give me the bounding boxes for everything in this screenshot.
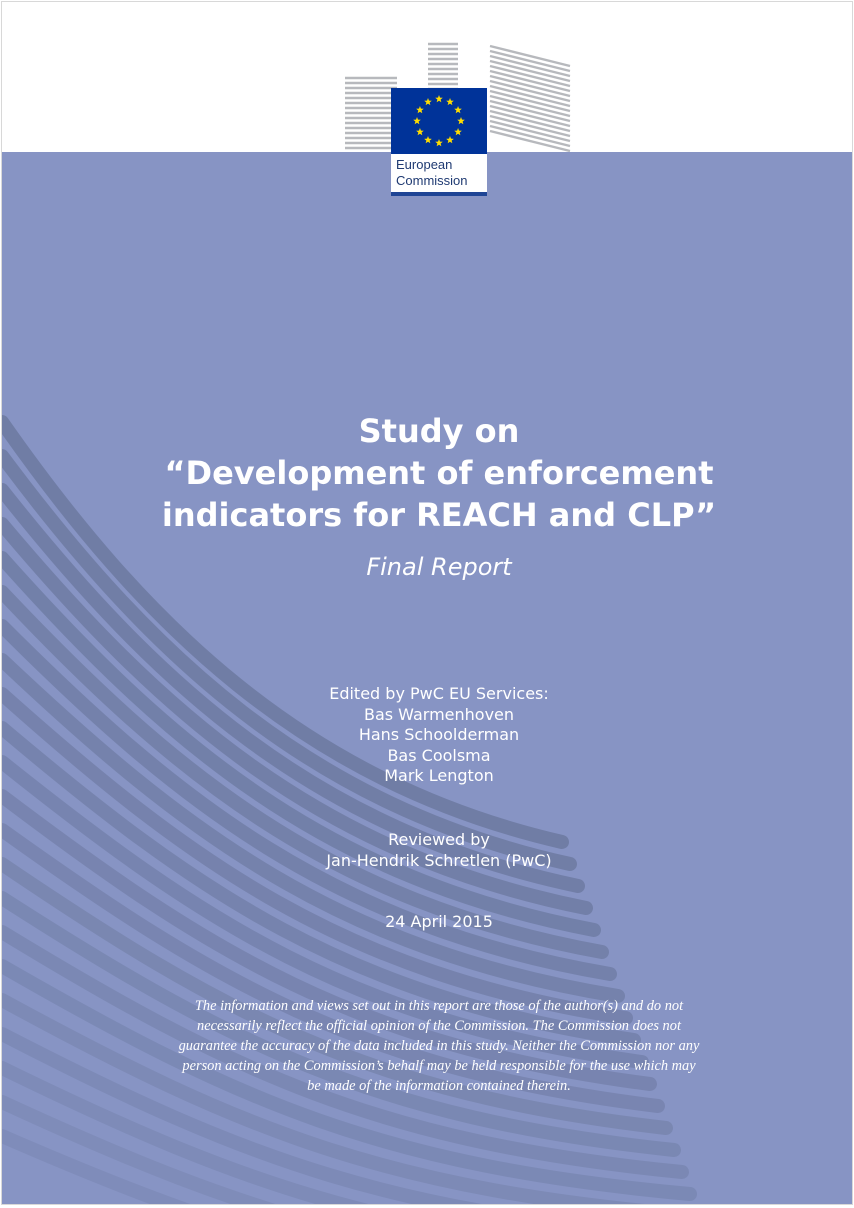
disclaimer-line: guarantee the accuracy of the data included in this study. Neither the Commission nor any bbox=[178, 1038, 700, 1054]
logo-line-commission: Commission bbox=[396, 173, 468, 188]
report-subtitle: Final Report bbox=[366, 553, 512, 581]
title-line-2: “Development of enforcement bbox=[164, 454, 714, 492]
disclaimer-line: person acting on the Commission’s behalf may be held responsible for the use which may bbox=[182, 1058, 696, 1074]
report-title bbox=[2, 410, 852, 536]
reviewer-block bbox=[2, 830, 852, 871]
editor-name: Hans Schoolderman bbox=[358, 725, 520, 745]
editors-heading: Edited by PwC EU Services: bbox=[329, 684, 549, 703]
logo-wordmark bbox=[391, 154, 487, 196]
disclaimer-text bbox=[129, 996, 749, 1096]
editor-name: Mark Lengton bbox=[384, 766, 494, 786]
editor-name: Bas Warmenhoven bbox=[363, 704, 515, 724]
disclaimer-line: The information and views set out in this report are those of the author(s) and do not bbox=[194, 998, 684, 1014]
editor-name: Bas Coolsma bbox=[387, 745, 491, 765]
european-commission-logo bbox=[340, 40, 574, 200]
disclaimer-line: necessarily reflect the official opinion of the Commission. The Commission does not bbox=[197, 1018, 681, 1034]
reviewer-heading: Reviewed by bbox=[388, 830, 490, 849]
report-cover-page bbox=[2, 2, 852, 1204]
logo-line-european: European bbox=[396, 157, 453, 172]
title-line-1: Study on bbox=[358, 412, 520, 450]
editors-block bbox=[2, 684, 852, 787]
title-line-3: indicators for REACH and CLP” bbox=[161, 496, 717, 534]
reviewer-name: Jan-Hendrik Schretlen (PwC) bbox=[326, 850, 552, 870]
disclaimer-line: be made of the information contained therein. bbox=[307, 1078, 571, 1094]
report-date: 24 April 2015 bbox=[385, 912, 493, 931]
